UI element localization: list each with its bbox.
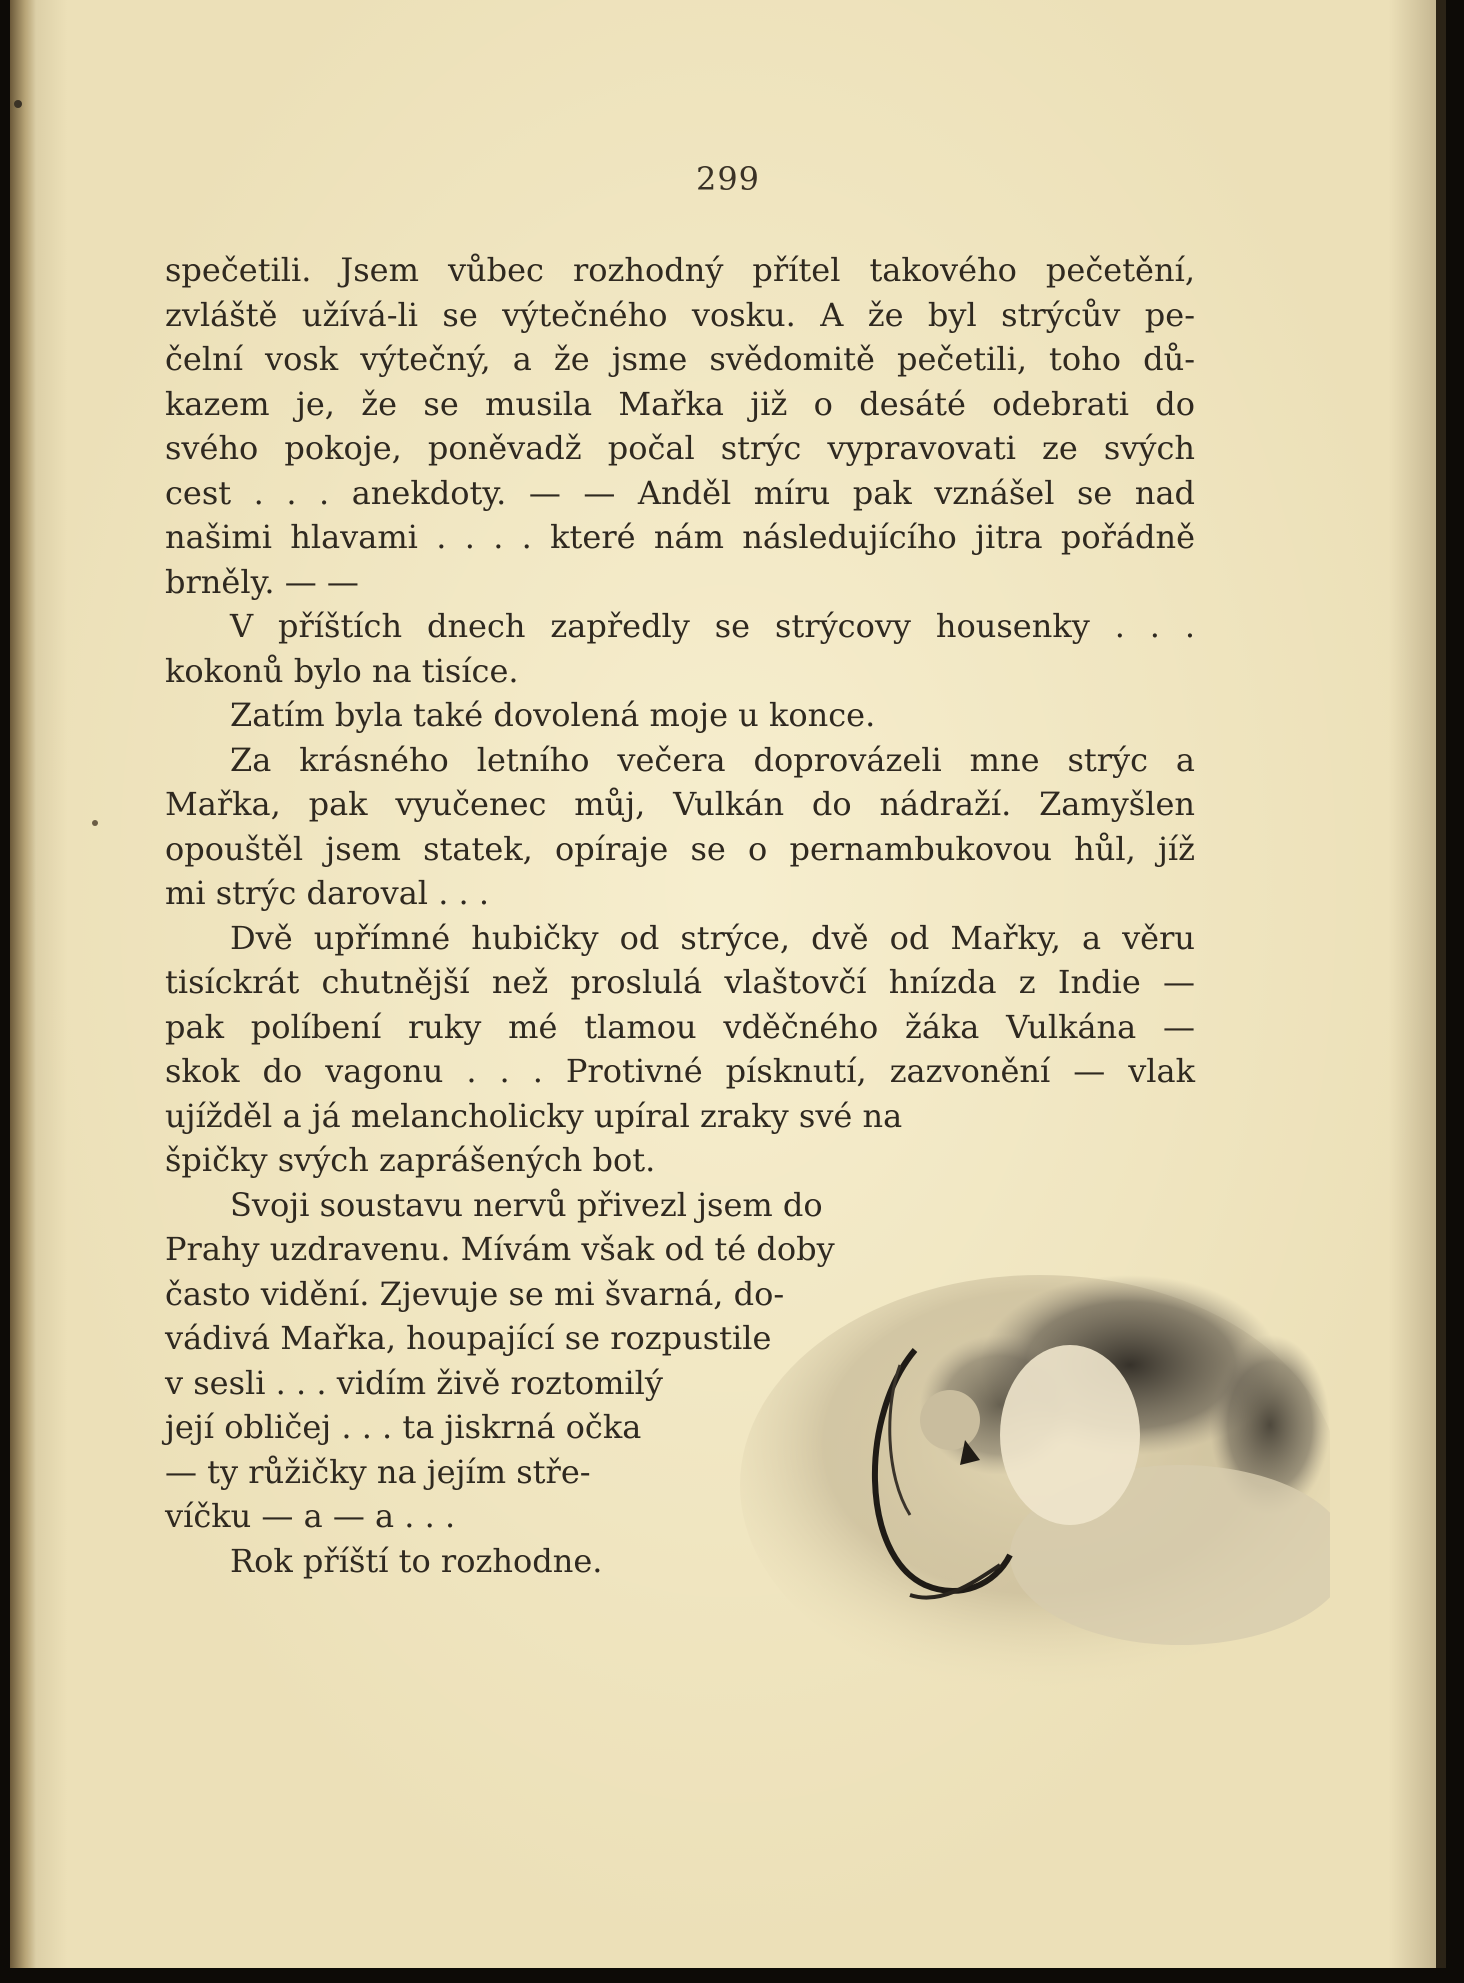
- text-line: našimi hlavami . . . . které nám následujícího jitra pořádně: [165, 518, 1195, 556]
- text-line: špičky svých zaprášených bot.: [165, 1141, 656, 1179]
- text-line: Zatím byla také dovolená moje u konce.: [230, 696, 876, 734]
- text-line: ujížděl a já melancholicky upíral zraky své na: [165, 1096, 903, 1135]
- book-page: [10, 0, 1446, 1968]
- text-line: Dvě upřímné hubičky od strýce, dvě od Mařky, a věru: [230, 918, 1195, 957]
- text-line: svého pokoje, poněvadž počal strýc vypravovati ze svých: [165, 429, 1195, 467]
- text-line: opouštěl jsem statek, opíraje se o pernambukovou hůl, jíž: [165, 829, 1195, 868]
- margin-speck: [14, 100, 22, 108]
- text-line: vádivá Mařka, houpající se rozpustile: [165, 1319, 772, 1357]
- text-line: skok do vagonu . . . Protivné písknutí, zazvonění — vlak: [165, 1052, 1195, 1090]
- text-line: Mařka, pak vyučenec můj, Vulkán do nádraží. Zamyšlen: [165, 785, 1195, 823]
- text-line: v sesli . . . vidím živě roztomilý: [165, 1363, 663, 1402]
- text-line: tisíckrát chutnější než proslulá vlaštovčí hnízda z Indie —: [165, 963, 1195, 1001]
- text-line: víčku — a — a . . .: [165, 1497, 456, 1535]
- text-line: V příštích dnech zapředly se strýcovy housenky . . .: [230, 607, 1195, 645]
- text-line: kokonů bylo na tisíce.: [165, 651, 519, 690]
- text-line: cest . . . anekdoty. — — Anděl míru pak vznášel se nad: [165, 473, 1195, 512]
- text-line: Za krásného letního večera doprovázeli mne strýc a: [230, 740, 1195, 779]
- text-line: mi strýc daroval . . .: [165, 874, 490, 912]
- text-line: Prahy uzdravenu. Mívám však od té doby: [165, 1230, 835, 1268]
- text-line: pak políbení ruky mé tlamou vděčného žáka Vulkána —: [165, 1007, 1195, 1046]
- text-line: Svoji soustavu nervů přivezl jsem do: [230, 1185, 823, 1224]
- page-number: 299: [695, 160, 761, 198]
- text-line: — ty růžičky na jejím stře-: [165, 1452, 591, 1491]
- text-line: její obličej . . . ta jiskrná očka: [165, 1408, 642, 1446]
- text-line: brněly. — —: [165, 562, 359, 601]
- margin-speck: [92, 820, 98, 826]
- figure-head: [920, 1390, 980, 1450]
- vignette-illustration: [710, 1255, 1330, 1715]
- text-line: zvláště užívá-li se výtečného vosku. A že byl strýcův pe-: [165, 295, 1195, 334]
- text-line: čelní vosk výtečný, a že jsme svědomitě pečetili, toho dů-: [165, 340, 1195, 378]
- page-gutter: [10, 0, 36, 1968]
- text-line: spečetili. Jsem vůbec rozhodný přítel takového pečetění,: [165, 251, 1195, 289]
- text-line: často vidění. Zjevuje se mi švarná, do-: [165, 1274, 785, 1313]
- page-edge: [1436, 0, 1446, 1968]
- text-line: kazem je, že se musila Mařka již o desáté odebrati do: [165, 384, 1195, 423]
- figure-body: [1000, 1345, 1140, 1525]
- text-line: Rok příští to rozhodne.: [230, 1541, 603, 1580]
